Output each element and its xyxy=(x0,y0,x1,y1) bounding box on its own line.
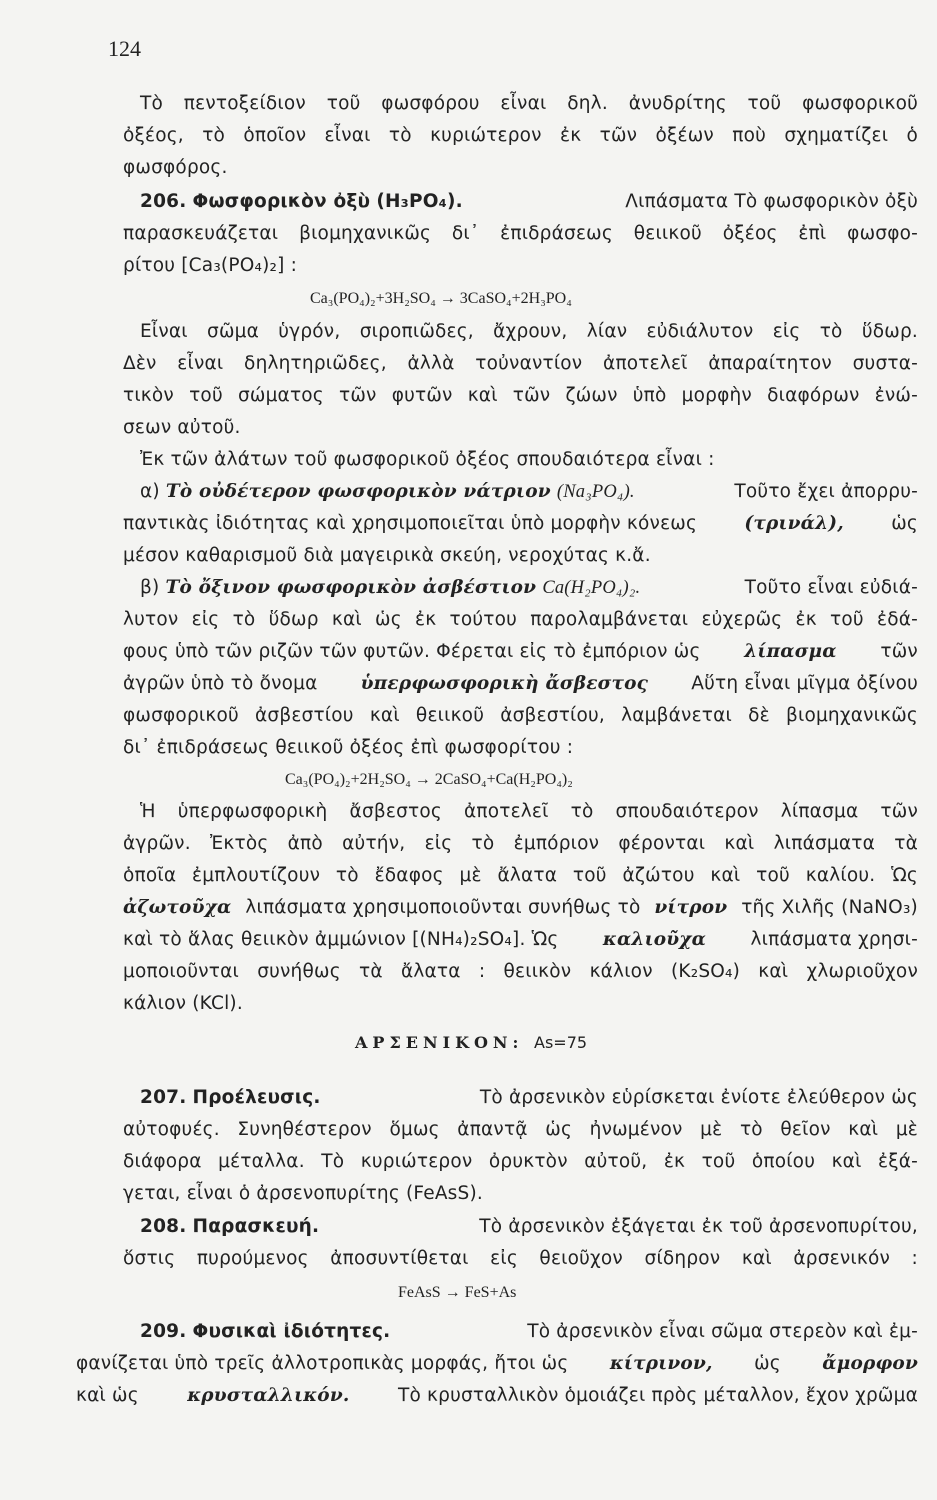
text-line: ἀγρῶν. Ἐκτὸς ἀπὸ αὐτήν, εἰς τὸ ἐμπόριον φέρονται καὶ λιπάσματα τὰ xyxy=(123,833,918,854)
text-fragment: ὡς xyxy=(891,513,918,534)
text-line: τικὸν τοῦ σώματος τῶν φυτῶν καὶ τῶν ζώων ὑπὸ μορφὴν διαφόρων ἐνώ- xyxy=(123,385,918,406)
text-fragment: παντικὰς ἰδιότητας καὶ χρησιμοποιεῖται ὑπὸ μορφὴν κόνεως xyxy=(123,513,698,534)
emphasis-text: (τρινάλ), xyxy=(744,513,844,534)
section-206-heading-line xyxy=(140,190,918,214)
text-fragment: Τὸ ἀρσενικὸν ἐξάγεται ἐκ τοῦ ἀρσενοπυρίτου, xyxy=(479,1216,918,1237)
text-fragment: ἀγρῶν ὑπὸ τὸ ὄνομα xyxy=(123,673,318,694)
section-title: Παρασκευή. xyxy=(192,1216,320,1237)
chemical-equation: Ca₃(PO₄)₂+3H₂SO₄ → 3CaSO₄+2H₃PO₄ xyxy=(310,290,572,307)
text-line xyxy=(76,1352,918,1376)
text-line: ὁποῖα ἐμπλουτίζουν τὸ ἔδαφος μὲ ἄλατα τοῦ ἀζώτου καὶ τοῦ καλίου. Ὡς xyxy=(123,865,918,886)
emphasis-text: κρυσταλλικόν. xyxy=(187,1385,350,1406)
text-line: ὅστις πυρούμενος ἀποσυντίθεται εἰς θειοῦχον σίδηρον καὶ ἀρσενικόν : xyxy=(123,1248,918,1269)
text-fragment: τῆς Χιλῆς (NaNO₃) xyxy=(741,897,918,918)
text-line: παρασκευάζεται βιομηχανικῶς δι᾽ ἐπιδράσεως θειικοῦ ὀξέος ἐπὶ φωσφο- xyxy=(123,223,918,244)
text-line: μοποιοῦνται συνήθως τὰ ἄλατα : θειικὸν κάλιον (K₂SO₄) καὶ χλωριοῦχον xyxy=(123,961,918,982)
section-number: 208. xyxy=(140,1216,187,1237)
text-line: Ἐκ τῶν ἀλάτων τοῦ φωσφορικοῦ ὀξέος σπουδαιότερα εἶναι : xyxy=(140,449,715,470)
chemical-equation: Ca₃(PO₄)₂+2H₂SO₄ → 2CaSO₄+Ca(H₂PO₄)₂ xyxy=(285,771,573,788)
text-line: διάφορα μέταλλα. Τὸ κυριώτερον ὀρυκτὸν αὐτοῦ, ἐκ τοῦ ὁποίου καὶ ἐξά- xyxy=(123,1151,918,1172)
text-line: σεων αὐτοῦ. xyxy=(123,417,241,438)
list-item-b xyxy=(140,576,918,600)
section-title: Φυσικαὶ ἰδιότητες. xyxy=(192,1321,391,1342)
section-formula: (H₃PO₄). xyxy=(376,191,463,212)
text-fragment: λιπάσματα χρησιμοποιοῦνται συνήθως τὸ xyxy=(245,897,641,918)
text-fragment: λιπάσματα χρησι- xyxy=(750,929,918,950)
text-fragment: φανίζεται ὑπὸ τρεῖς ἀλλοτροπικὰς μορφάς, ἤτοι ὡς xyxy=(76,1353,569,1374)
list-label: β) xyxy=(140,577,160,598)
section-number: 209. xyxy=(140,1321,187,1342)
section-number: 207. xyxy=(140,1087,187,1108)
text-fragment: Τοῦτο ἔχει ἀπορρυ- xyxy=(734,481,918,502)
emphasis-text: ἀζωτοῦχα xyxy=(123,897,232,918)
text-line: Δὲν εἶναι δηλητηριῶδες, ἀλλὰ τοὐναντίον ἀποτελεῖ ἀπαραίτητον συστα- xyxy=(123,353,918,374)
text-line: ὀξέος, τὸ ὁποῖον εἶναι τὸ κυριώτερον ἐκ τῶν ὀξέων ποὺ σχηματίζει ὁ xyxy=(123,125,918,146)
heading-value: As=75 xyxy=(534,1033,588,1052)
text-line: Εἶναι σῶμα ὑγρόν, σιροπιῶδες, ἄχρουν, λίαν εὐδιάλυτον εἰς τὸ ὕδωρ. xyxy=(140,321,918,342)
compound-formula: (Na₃PO₄). xyxy=(556,482,635,502)
text-line: φωσφορικοῦ ἀσβεστίου καὶ θειικοῦ ἀσβεστίου, λαμβάνεται δὲ βιομηχανικῶς xyxy=(123,705,918,726)
text-line: φωσφόρος. xyxy=(123,157,228,178)
text-fragment: Λιπάσματα Τὸ φωσφορικὸν ὀξὺ xyxy=(625,191,918,212)
text-fragment: φους ὑπὸ τῶν ριζῶν τῶν φυτῶν. Φέρεται εἰς τὸ ἐμπόριον ὡς xyxy=(123,641,701,662)
arsenic-heading xyxy=(355,1033,587,1052)
emphasis-text: κίτρινον, xyxy=(609,1353,713,1374)
text-line xyxy=(123,640,918,664)
section-208-heading-line xyxy=(140,1215,918,1239)
emphasis-text: ὑπερφωσφορικὴ ἄσβεστος xyxy=(360,673,649,694)
section-209-heading-line xyxy=(140,1320,918,1344)
emphasis-text: λίπασμα xyxy=(744,641,837,662)
chemical-equation: FeAsS → FeS+As xyxy=(398,1284,517,1301)
text-fragment: Τὸ κρυσταλλικὸν ὁμοιάζει πρὸς μέταλλον, ἔχον χρῶμα xyxy=(397,1385,918,1406)
list-label: α) xyxy=(140,481,160,502)
section-number: 206. xyxy=(140,191,187,212)
text-fragment: τῶν xyxy=(880,641,918,662)
text-fragment: ὡς xyxy=(754,1353,781,1374)
section-title: Φωσφορικὸν ὀξὺ xyxy=(192,191,371,212)
compound-name: Τὸ οὐδέτερον φωσφορικὸν νάτριον xyxy=(165,481,551,502)
text-fragment: καὶ ὡς xyxy=(76,1385,139,1406)
text-fragment: Τὸ ἀρσενικὸν εἶναι σῶμα στερεὸν καὶ ἐμ- xyxy=(527,1321,918,1342)
section-title: Προέλευσις. xyxy=(192,1087,321,1108)
emphasis-text: νίτρον xyxy=(654,897,728,918)
text-line xyxy=(123,928,918,952)
text-line: γεται, εἶναι ὁ ἀρσενοπυρίτης (FeAsS). xyxy=(123,1183,483,1204)
text-line xyxy=(123,896,918,920)
section-207-heading-line xyxy=(140,1086,918,1110)
list-item-a xyxy=(140,480,918,504)
page-number: 124 xyxy=(108,36,141,61)
text-line: ρίτου [Ca₃(PO₄)₂] : xyxy=(123,255,298,276)
text-fragment: Τοῦτο εἶναι εὐδιά- xyxy=(744,577,918,598)
text-line: δι᾽ ἐπιδράσεως θειικοῦ ὀξέος ἐπὶ φωσφορίτου : xyxy=(123,737,574,758)
text-fragment: Τὸ ἀρσενικὸν εὑρίσκεται ἐνίοτε ἐλεύθερον ὡς xyxy=(479,1087,918,1108)
text-line xyxy=(123,512,918,536)
text-line: λυτον εἰς τὸ ὕδωρ καὶ ὡς ἐκ τούτου παρολαμβάνεται εὐχερῶς ἐκ τοῦ ἐδά- xyxy=(123,609,918,630)
compound-name: Τὸ ὄξινον φωσφορικὸν ἀσβέστιον xyxy=(165,577,537,598)
text-line xyxy=(123,672,918,696)
heading-title: ΑΡΣΕΝΙΚΟΝ: xyxy=(355,1033,524,1052)
text-line: κάλιον (KCl). xyxy=(123,993,243,1014)
text-line: αὐτοφυές. Συνηθέστερον ὅμως ἀπαντᾷ ὡς ἠνωμένον μὲ τὸ θεῖον καὶ μὲ xyxy=(123,1119,918,1140)
emphasis-text: καλιοῦχα xyxy=(602,929,707,950)
text-fragment: καὶ τὸ ἅλας θειικὸν ἀμμώνιον [(NH₄)₂SO₄]. Ὡς xyxy=(123,929,559,950)
text-line: μέσον καθαρισμοῦ διὰ μαγειρικὰ σκεύη, νεροχύτας κ.ἄ. xyxy=(123,545,651,566)
text-line xyxy=(76,1384,918,1408)
text-line: Τὸ πεντοξείδιον τοῦ φωσφόρου εἶναι δηλ. ἀνυδρίτης τοῦ φωσφορικοῦ xyxy=(140,93,918,114)
text-line: Ἡ ὑπερφωσφορικὴ ἄσβεστος ἀποτελεῖ τὸ σπουδαιότερον λίπασμα τῶν xyxy=(140,801,918,822)
emphasis-text: ἄμορφον xyxy=(822,1353,918,1374)
text-fragment: Αὕτη εἶναι μῖγμα ὀξίνου xyxy=(691,673,918,694)
compound-formula: Ca(H₂PO₄)₂. xyxy=(542,578,641,598)
